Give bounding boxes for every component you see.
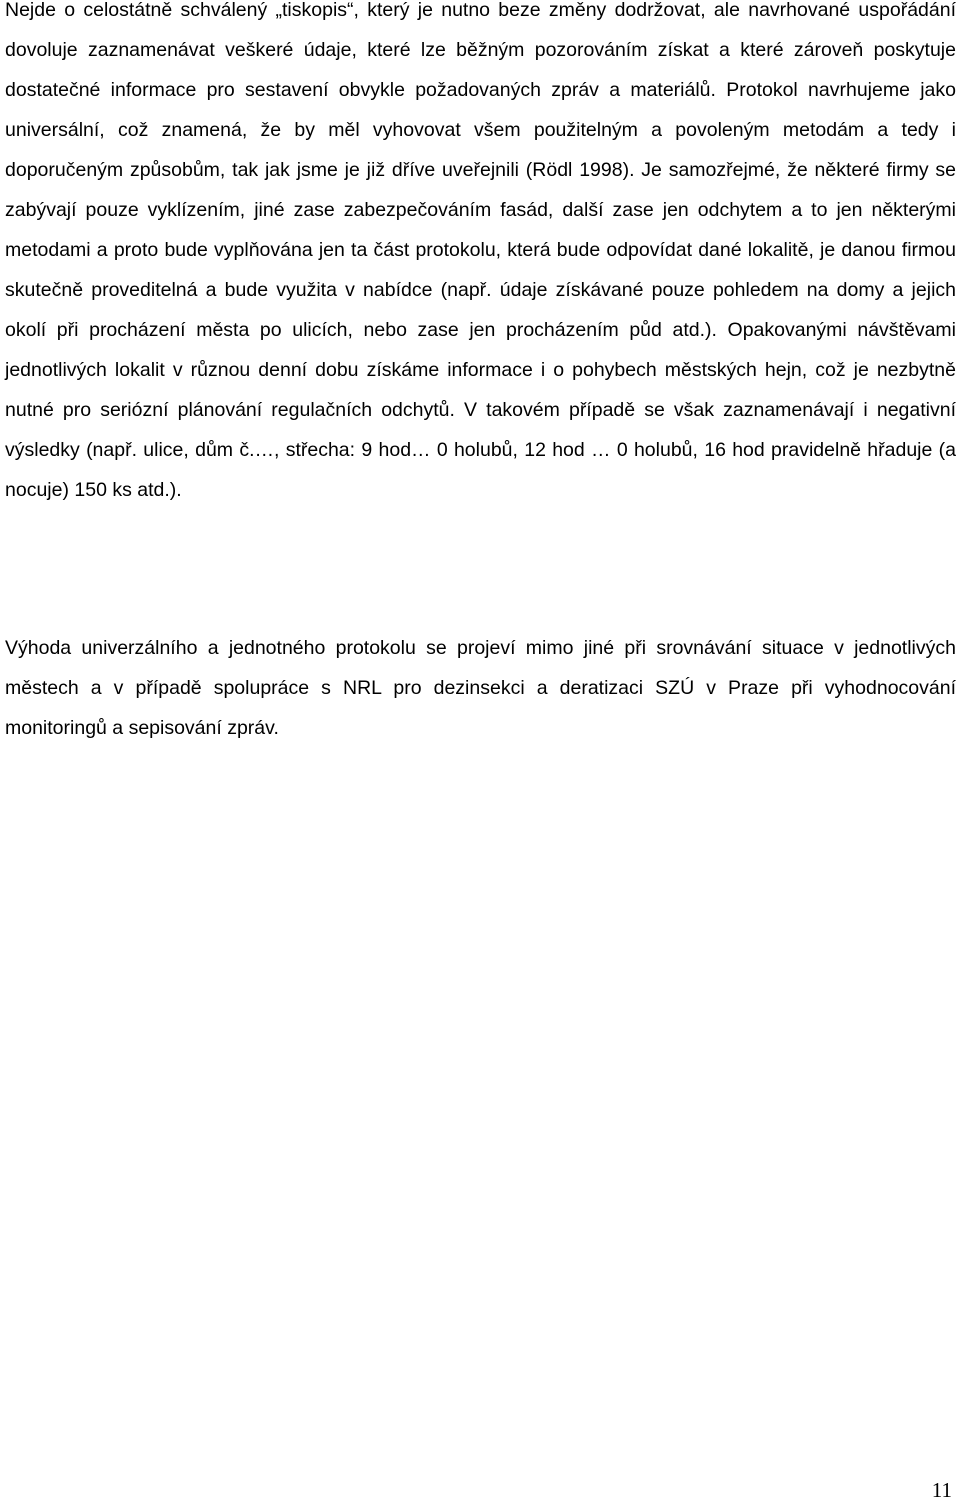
page-number: 11	[931, 1478, 952, 1502]
body-paragraph-2: Výhoda univerzálního a jednotného protokolu se projeví mimo jiné při srovnávání situace v jednotlivých městech a v případě spolupráce s NRL pro dezinsekci a deratizaci SZÚ v Praze při vyhodnocování monitoringů a sepisování zpráv.	[5, 637, 956, 739]
body-paragraph-1: Nejde o celostátně schválený „tiskopis“, který je nutno beze změny dodržovat, ale navrhované uspořádání dovoluje zaznamenávat veškeré údaje, které lze běžným pozorováním získat a které zároveň poskytuje dostatečné informace pro sestavení obvykle požadovaných zpráv a materiálů. Protokol navrhujeme jako universální, což znamená, že by měl vyhovovat všem použitelným a povoleným metodám a tedy i doporučeným způsobům, tak jak jsme je již dříve uveřejnili (Rödl 1998). Je samozřejmé, že některé firmy se zabývají pouze vyklízením, jiné zase zabezpečováním fasád, další zase jen odchytem a to jen některými metodami a proto bude vyplňována jen ta část protokolu, která bude odpovídat dané lokalitě, je danou firmou skutečně proveditelná a bude využita v nabídce (např. údaje získávané pouze pohledem na domy a jejich okolí při procházení města po ulicích, nebo zase jen procházením půd atd.). Opakovanými návštěvami jednotlivých lokalit v různou denní dobu získáme informace i o pohybech městských hejn, což je nezbytně nutné pro seriózní plánování regulačních odchytů. V takovém případě se však zaznamenávají i negativní výsledky (např. ulice, dům č.…, střecha: 9 hod… 0 holubů, 12 hod … 0 holubů, 16 hod pravidelně hřaduje (a nocuje) 150 ks atd.).	[5, 0, 956, 501]
